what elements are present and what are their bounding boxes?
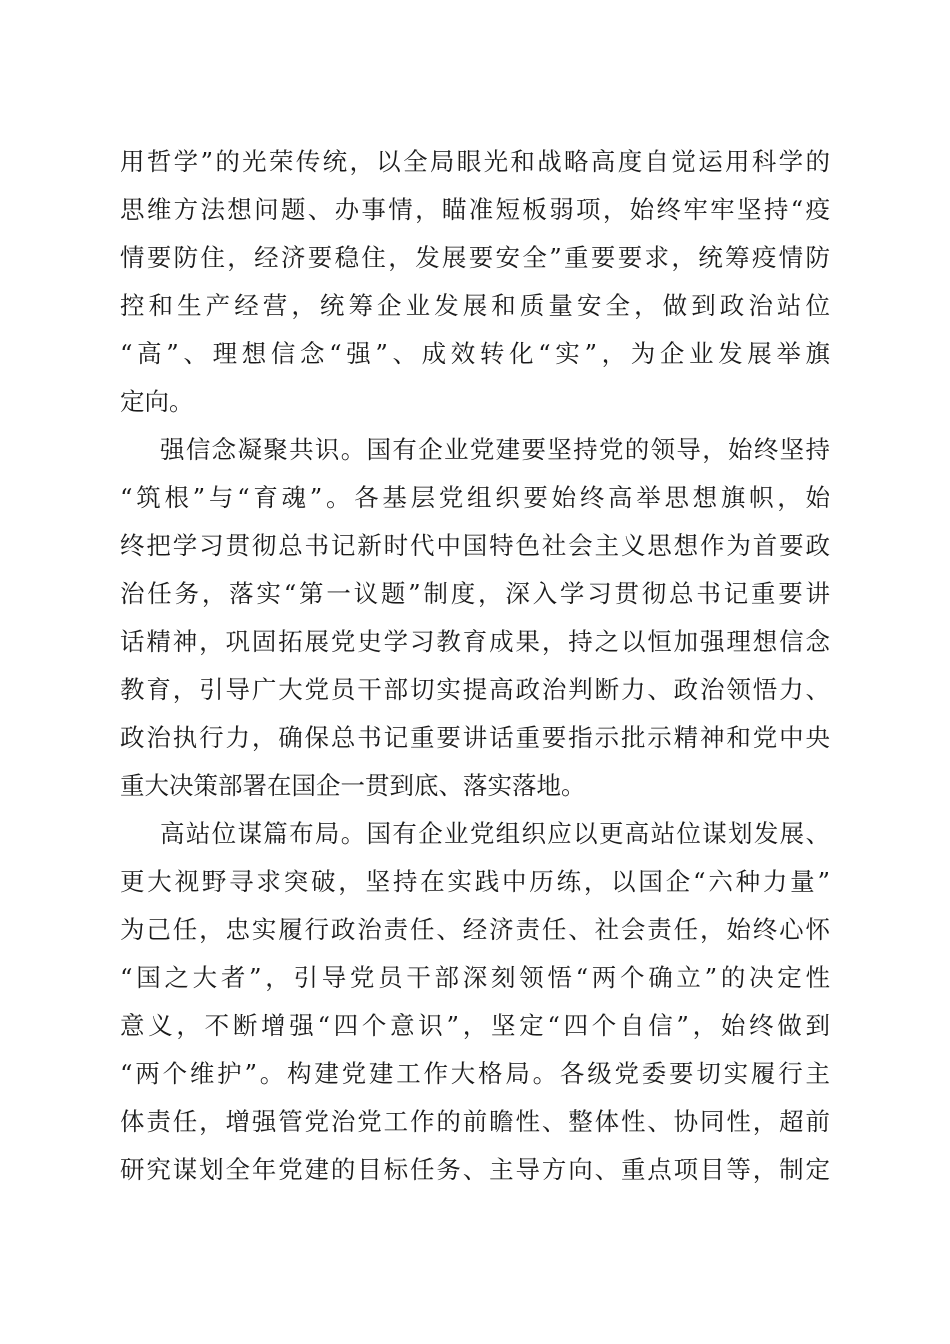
text-line: 控和生产经营，统筹企业发展和质量安全，做到政治站位: [120, 291, 830, 320]
text-line: “两个维护”。构建党建工作大格局。各级党委要切实履行主: [120, 1059, 830, 1088]
text-line: 用哲学”的光荣传统，以全局眼光和战略高度自觉运用科学的: [120, 147, 830, 176]
text-line: 重大决策部署在国企一贯到底、落实落地。: [120, 771, 586, 800]
text-line: 为己任，忠实履行政治责任、经济责任、社会责任，始终心怀: [120, 915, 830, 944]
text-line: 话精神，巩固拓展党史学习教育成果，持之以恒加强理想信念: [120, 627, 830, 656]
text-line: 教育，引导广大党员干部切实提高政治判断力、政治领悟力、: [120, 675, 830, 704]
text-line: 终把学习贯彻总书记新时代中国特色社会主义思想作为首要政: [120, 531, 830, 560]
text-line: 定向。: [120, 387, 194, 416]
text-line: 意义，不断增强“四个意识”，坚定“四个自信”，始终做到: [120, 1011, 830, 1040]
text-line: “筑根”与“育魂”。各基层党组织要始终高举思想旗帜，始: [120, 483, 830, 512]
text-line: “高”、理想信念“强”、成效转化“实”，为企业发展举旗: [120, 339, 830, 368]
text-line: 体责任，增强管党治党工作的前瞻性、整体性、协同性，超前: [120, 1107, 830, 1136]
text-line: 高站位谋篇布局。国有企业党组织应以更高站位谋划发展、: [160, 819, 830, 848]
text-line: 思维方法想问题、办事情，瞄准短板弱项，始终牢牢坚持“疫: [120, 195, 830, 224]
text-line: 政治执行力，确保总书记重要讲话重要指示批示精神和党中央: [120, 723, 830, 752]
text-line: 治任务，落实“第一议题”制度，深入学习贯彻总书记重要讲: [120, 579, 830, 608]
text-line: “国之大者”，引导党员干部深刻领悟“两个确立”的决定性: [120, 963, 830, 992]
text-line: 更大视野寻求突破，坚持在实践中历练，以国企“六种力量”: [120, 867, 830, 896]
text-line: 研究谋划全年党建的目标任务、主导方向、重点项目等，制定: [120, 1155, 830, 1184]
text-line: 强信念凝聚共识。国有企业党建要坚持党的领导，始终坚持: [160, 435, 830, 464]
text-line: 情要防住，经济要稳住，发展要安全”重要要求，统筹疫情防: [120, 243, 830, 272]
